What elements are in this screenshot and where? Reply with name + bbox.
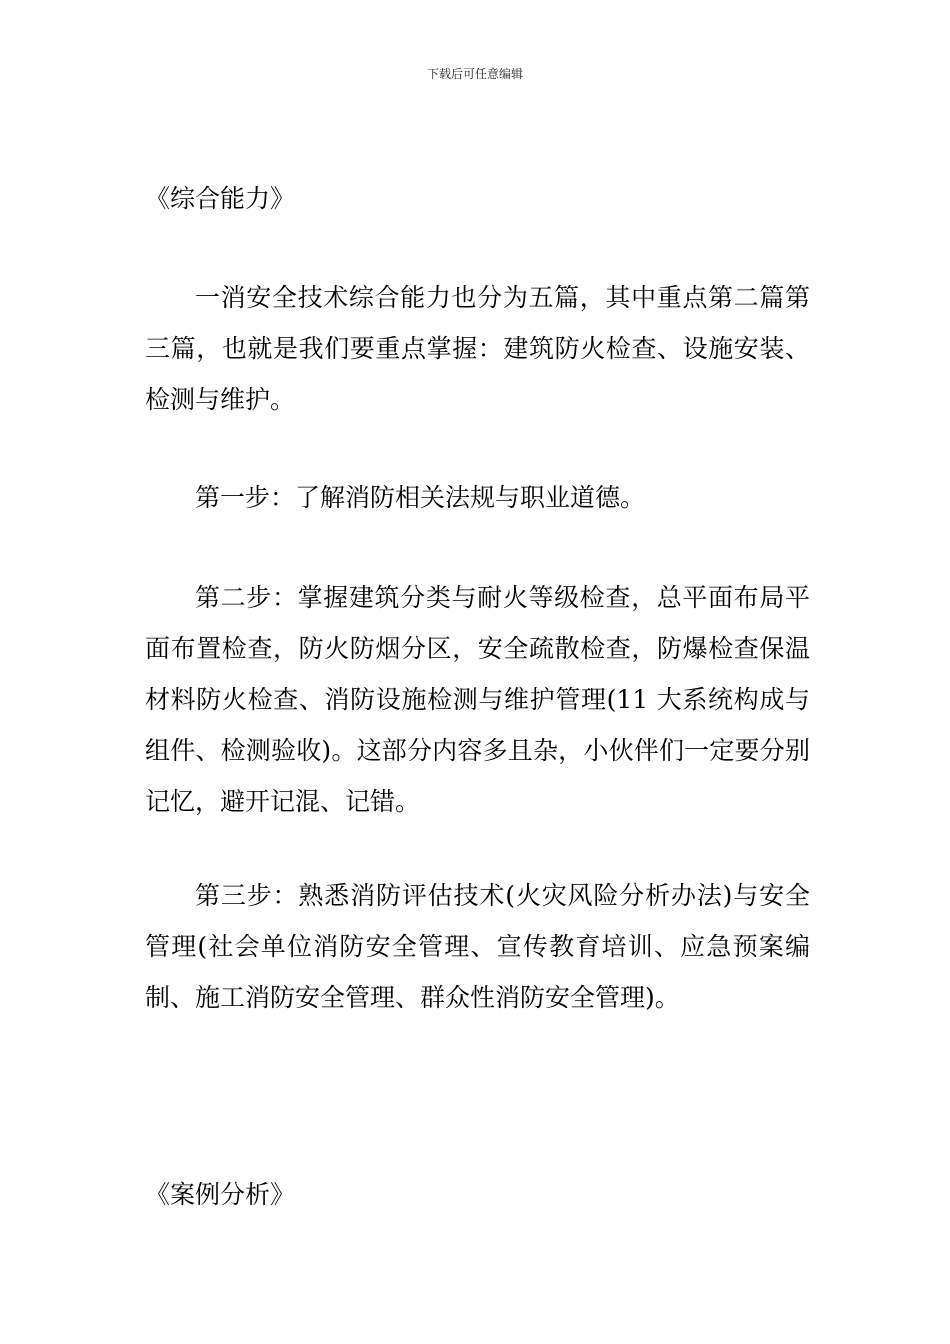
section-title-comprehensive-ability: 《综合能力》 [145, 184, 296, 213]
paragraph-step-one: 第一步：了解消防相关法规与职业道德。 [195, 483, 646, 512]
section-title-case-analysis: 《案例分析》 [145, 1180, 296, 1209]
paragraph-step-three: 第三步：熟悉消防评估技术(火灾风险分析办法)与安全管理(社会单位消防安全管理、宣传教育培训、应急预案编制、施工消防安全管理、群众性消防安全管理)。 [145, 881, 810, 1012]
paragraph-intro: 一消安全技术综合能力也分为五篇，其中重点第二篇第三篇，也就是我们要重点掌握：建筑防火检查、设施安装、检测与维护。 [145, 283, 810, 414]
page-header-note: 下载后可任意编辑 [426, 67, 523, 81]
paragraph-step-two: 第二步：掌握建筑分类与耐火等级检查，总平面布局平面布置检查，防火防烟分区，安全疏散检查，防爆检查保温材料防火检查、消防设施检测与维护管理(11 大系统构成与组件、检测验收)。这部分内容多且杂，小伙伴们一定要分别记忆，避开记混、记错。 [145, 583, 810, 816]
